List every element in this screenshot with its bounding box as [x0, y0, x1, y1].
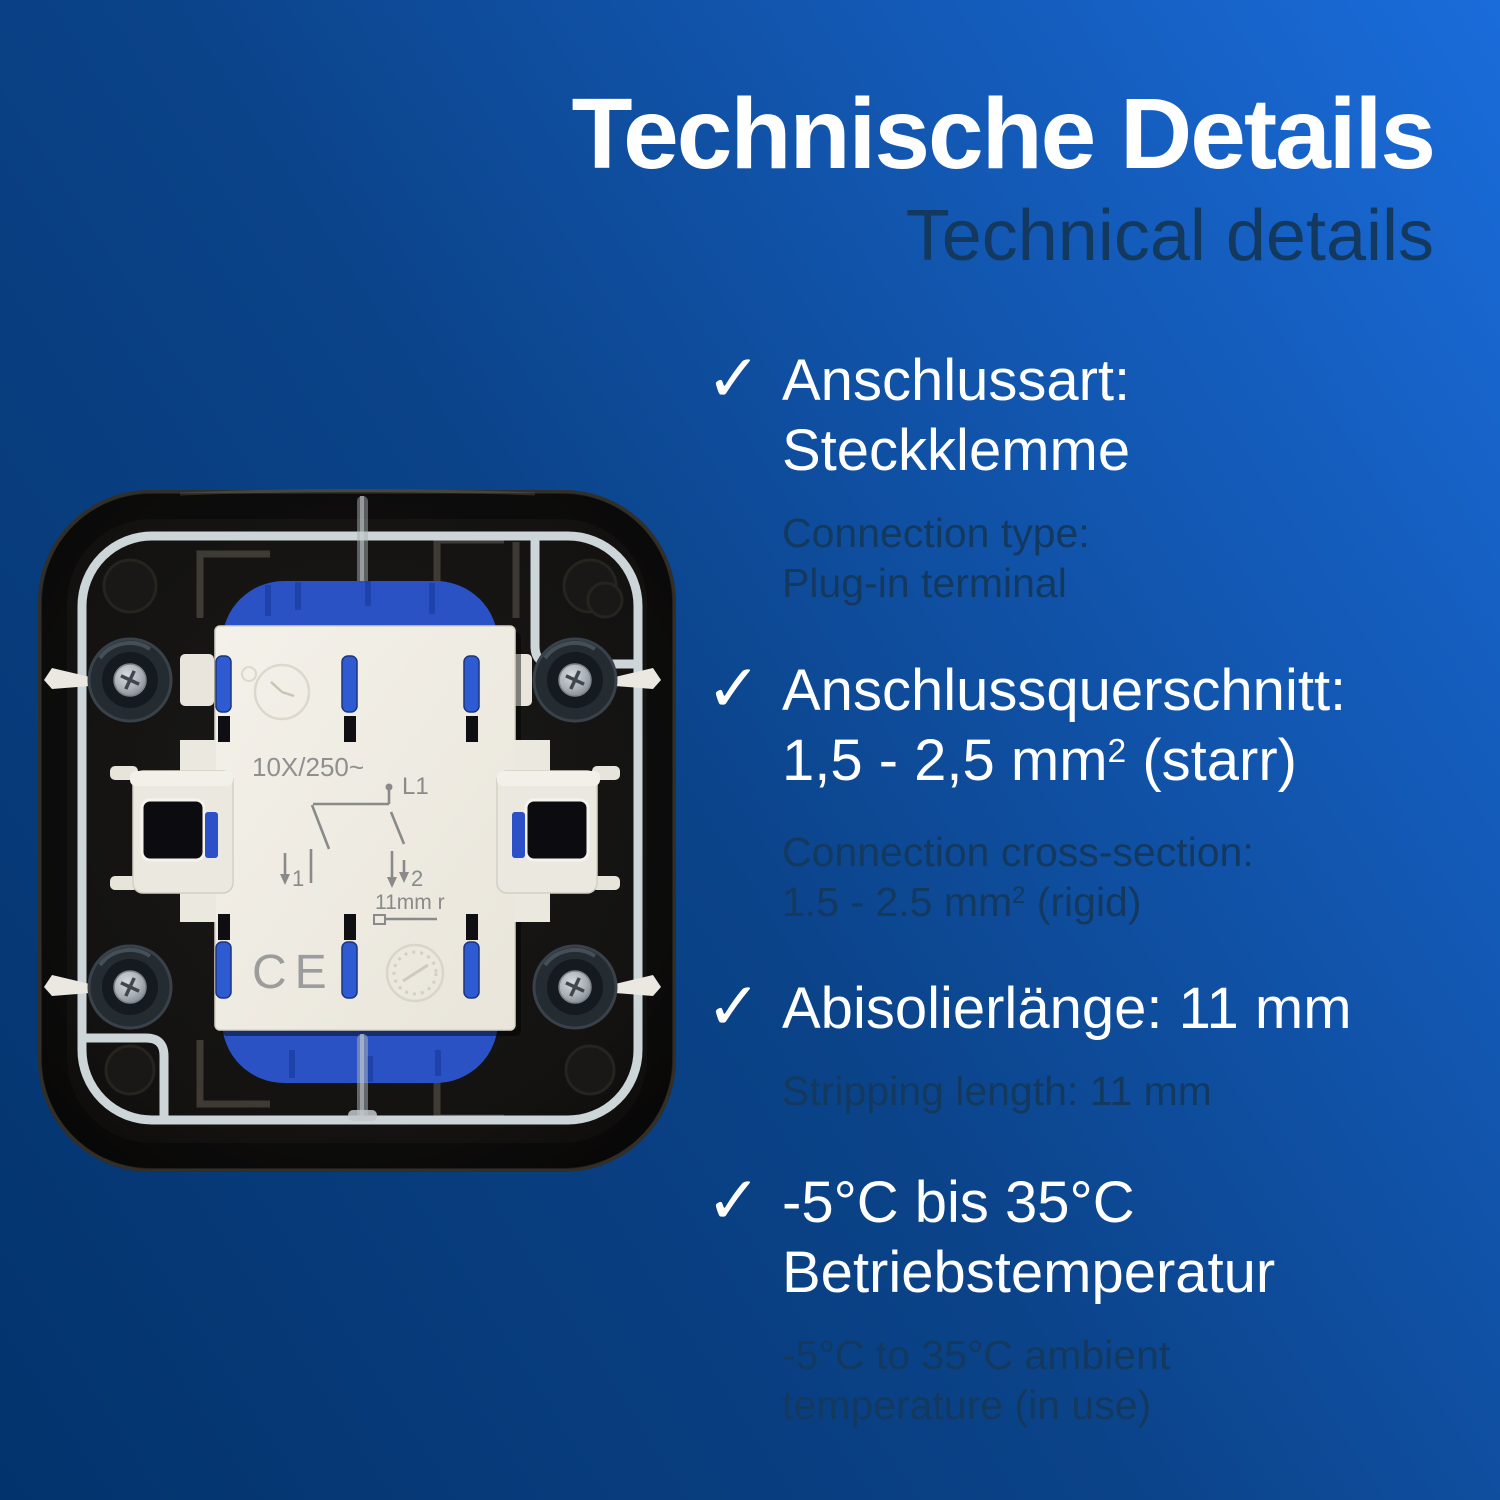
feature-text-en — [782, 1066, 1352, 1116]
page-subtitle: Technical details — [905, 196, 1434, 276]
header — [571, 78, 1435, 276]
feature-de-line1: Abisolierlänge: 11 mm — [782, 976, 1352, 1041]
feature-en-line1: -5°C to 35°C ambient — [782, 1332, 1171, 1378]
feature-text-de — [782, 656, 1346, 805]
page-title: Technische Details — [571, 78, 1434, 190]
feature-text-de — [782, 1168, 1275, 1308]
terminal-label-l1: L1 — [402, 773, 429, 800]
rating-marking: 10X/250~ — [252, 752, 365, 782]
superscript: 2 — [1107, 732, 1127, 770]
ce-marking: CE — [252, 946, 335, 999]
certification-seal — [387, 945, 443, 1001]
feature-text-en — [782, 827, 1346, 934]
feature-text-de — [782, 346, 1130, 486]
feature-text-en — [782, 508, 1130, 608]
feature-de-line1: -5°C bis 35°C — [782, 1170, 1135, 1235]
check-icon: ✓ — [706, 1163, 762, 1237]
feature-en-line1: Connection type: — [782, 510, 1090, 556]
check-icon: ✓ — [706, 341, 762, 415]
feature-text-de — [782, 974, 1352, 1044]
strip-length-marking: 11mm r — [375, 891, 445, 914]
feature-connection-type — [706, 341, 1476, 608]
feature-strip-length — [706, 969, 1476, 1116]
feature-de-line2: Betriebstemperatur — [782, 1240, 1276, 1305]
feature-de-line1: Anschlussquerschnitt: — [782, 658, 1347, 723]
feature-temperature — [706, 1163, 1476, 1430]
feature-en-line1: Connection cross-section: — [782, 829, 1254, 875]
feature-en-line1: Stripping length: 11 mm — [782, 1068, 1212, 1114]
feature-text-en — [782, 1330, 1275, 1430]
feature-cross-section — [706, 651, 1476, 934]
mechanism-block — [215, 626, 521, 1036]
feature-en-line2: Plug-in terminal — [782, 560, 1067, 606]
feature-de-line1: Anschlussart: — [782, 348, 1131, 413]
superscript: 2 — [1012, 881, 1026, 909]
product-image — [30, 478, 682, 1180]
feature-de-line2: Steckklemme — [782, 418, 1131, 483]
feature-en-line2: 1.5 - 2.5 $mm^2$ (rigid) — [782, 879, 1142, 925]
claw-arm-left — [180, 654, 214, 706]
feature-en-line2: temperature (in use) — [782, 1382, 1152, 1428]
feature-de-line2: 1,5 - 2,5 $mm^2$ (starr) — [782, 728, 1297, 793]
check-icon: ✓ — [706, 651, 762, 725]
terminal-label-2: 2 — [411, 866, 424, 891]
check-icon: ✓ — [706, 969, 762, 1043]
terminal-label-1: 1 — [292, 866, 305, 891]
feature-list — [706, 341, 1476, 1430]
